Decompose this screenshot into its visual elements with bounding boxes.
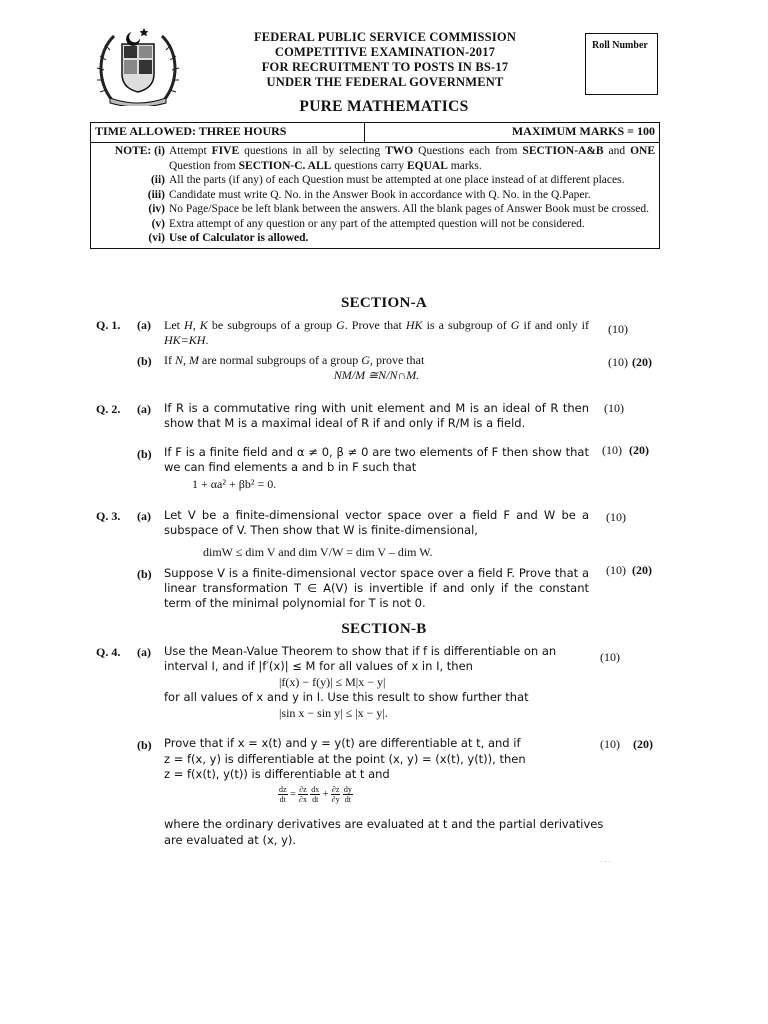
part-label: (b) <box>137 354 152 368</box>
text-line: z = f(x(t), y(t)) is differentiable at t and <box>164 767 390 781</box>
page-mark: · · · <box>600 858 611 866</box>
header-line-2: COMPETITIVE EXAMINATION-2017 <box>274 45 496 59</box>
part-label: (b) <box>137 447 152 461</box>
note-label: (iii) <box>147 188 165 201</box>
text-line: Prove that if x = x(t) and y = y(t) are differentiable at t, and if <box>164 736 521 750</box>
fraction: $\frac{dx}{dt}$ <box>311 785 320 804</box>
note-text: Attempt FIVE questions in all by selecting TWO Questions each from SECTION-A&B and ONE Question from SECTION-C. ALL questions carry EQUAL marks. <box>169 145 655 172</box>
marks: (10) <box>608 322 628 336</box>
text-line: interval I, and if |f′(x)| ≤ M for all values of x in I, then <box>164 659 473 673</box>
total-marks: (20) <box>632 355 652 369</box>
part-label: (a) <box>137 402 151 416</box>
formula: NM/M ≅N/N∩M. <box>333 368 420 382</box>
section-a-heading: SECTION-A <box>340 295 428 311</box>
fraction: $\frac{dz}{dt}$ <box>279 785 287 804</box>
question-number: Q. 4. <box>96 645 121 659</box>
chain-rule-formula: $\frac{dz}{dt}$ = $\frac{\partial z}{\partial x}$ $\frac{dx}{dt}$ + $\frac{\partial z}{\partial y}$ $\frac{dy}{dt}$ <box>279 785 352 804</box>
header-line-3: FOR RECRUITMENT TO POSTS IN BS-17 <box>261 60 509 74</box>
roll-number-label: Roll Number <box>592 40 648 51</box>
header-title <box>200 30 570 90</box>
part-label: (a) <box>137 509 151 523</box>
question-text: Suppose V is a finite-dimensional vector space over a field F. Prove that a linear transformation T ∈ A(V) is invertible if and only if the constant term of the minimal polynomial for T is not 0. <box>164 566 589 610</box>
fraction: $\frac{\partial z}{\partial x}$ <box>298 785 307 804</box>
question-number: Q. 3. <box>96 509 121 523</box>
part-label: (a) <box>137 645 151 659</box>
text-line: z = f(x, y) is differentiable at the point (x, y) = (x(t), y(t)), then <box>164 751 526 766</box>
note-item <box>93 173 655 188</box>
marks: (10) <box>602 443 622 457</box>
subject-title: PURE MATHEMATICS <box>299 98 469 115</box>
note-text: No Page/Space be left blank between the answers. All the blank pages of Answer Book must be crossed. <box>169 203 650 215</box>
question-text: If N, M are normal subgroups of a group G, prove that <box>164 353 425 367</box>
marks: (10) <box>608 355 628 369</box>
note-label: (vi) <box>148 232 165 244</box>
text-line: Use the Mean-Value Theorem to show that if f is differentiable on an <box>164 644 557 658</box>
time-allowed: TIME ALLOWED: THREE HOURS <box>91 123 365 143</box>
note-item <box>93 217 655 232</box>
formula: |sin x − sin y| ≤ |x − y|. <box>279 706 388 720</box>
marks: (10) <box>606 563 626 577</box>
marks: (10) <box>600 650 620 664</box>
part-label: (b) <box>137 567 152 581</box>
question-text: Let V be a finite-dimensional vector space over a field F and W be a subspace of V. Then show that W is finite-dimensional, <box>164 508 589 537</box>
question-text: If R is a commutative ring with unit element and M is an ideal of R then show that M is a maximal ideal of R if and only if R/M is a field. <box>164 401 589 430</box>
note-label: NOTE: (i) <box>114 145 165 157</box>
text-line: where the ordinary derivatives are evaluated at t and the partial derivatives <box>164 817 604 831</box>
note-item <box>93 231 655 246</box>
question-text <box>164 644 556 674</box>
fpsc-emblem-logo <box>92 22 184 106</box>
marks: (10) <box>606 510 626 524</box>
total-marks: (20) <box>629 443 649 457</box>
total-marks: (20) <box>632 563 652 577</box>
note-item <box>93 188 655 203</box>
header-line-4: UNDER THE FEDERAL GOVERNMENT <box>266 75 504 89</box>
question-text <box>164 816 603 848</box>
note-label: (iv) <box>148 203 165 215</box>
question-text: Let H, K be subgroups of a group G. Prove that HK is a subgroup of G if and only if HK=KH. <box>164 318 589 347</box>
note-label: (v) <box>151 217 165 230</box>
fraction: $\frac{dy}{dt}$ <box>343 785 352 804</box>
note-item <box>93 144 655 173</box>
part-label: (a) <box>137 318 151 332</box>
question-text: If F is a finite field and α ≠ 0, β ≠ 0 are two elements of F then show that we can find elements a and b in F such that <box>164 445 589 474</box>
instructions-table <box>90 122 660 249</box>
note-item <box>93 202 655 217</box>
note-text: All the parts (if any) of each Question must be attempted at one place instead of at different places. <box>169 174 625 186</box>
question-number: Q. 1. <box>96 318 121 332</box>
question-text <box>164 736 526 783</box>
question-number: Q. 2. <box>96 402 121 416</box>
note-label: (ii) <box>150 174 165 186</box>
marks: (10) <box>604 401 624 415</box>
fraction: $\frac{\partial z}{\partial y}$ <box>331 785 340 804</box>
text-line: are evaluated at (x, y). <box>164 833 297 847</box>
note-text: Use of Calculator is allowed. <box>169 232 309 244</box>
text-line: for all values of x and y in I. Use this result to show further that <box>164 690 529 704</box>
note-text: Extra attempt of any question or any part of the attempted question will not be considered. <box>169 217 585 230</box>
formula: dimW ≤ dim V and dim V/W = dim V – dim W. <box>203 545 433 559</box>
maximum-marks: MAXIMUM MARKS = 100 <box>365 123 660 143</box>
total-marks: (20) <box>633 737 653 751</box>
notes-cell <box>91 143 660 249</box>
note-text: Candidate must write Q. No. in the Answer Book in accordance with Q. No. in the Q.Paper. <box>169 188 591 201</box>
formula: 1 + αa² + βb² = 0. <box>192 477 277 491</box>
marks: (10) <box>600 737 620 751</box>
formula: |f(x) − f(y)| ≤ M|x − y| <box>279 675 386 689</box>
header-line-1: FEDERAL PUBLIC SERVICE COMMISSION <box>253 30 517 44</box>
section-b-heading: SECTION-B <box>341 621 427 637</box>
roll-number-box[interactable] <box>585 33 658 95</box>
part-label: (b) <box>137 738 152 752</box>
